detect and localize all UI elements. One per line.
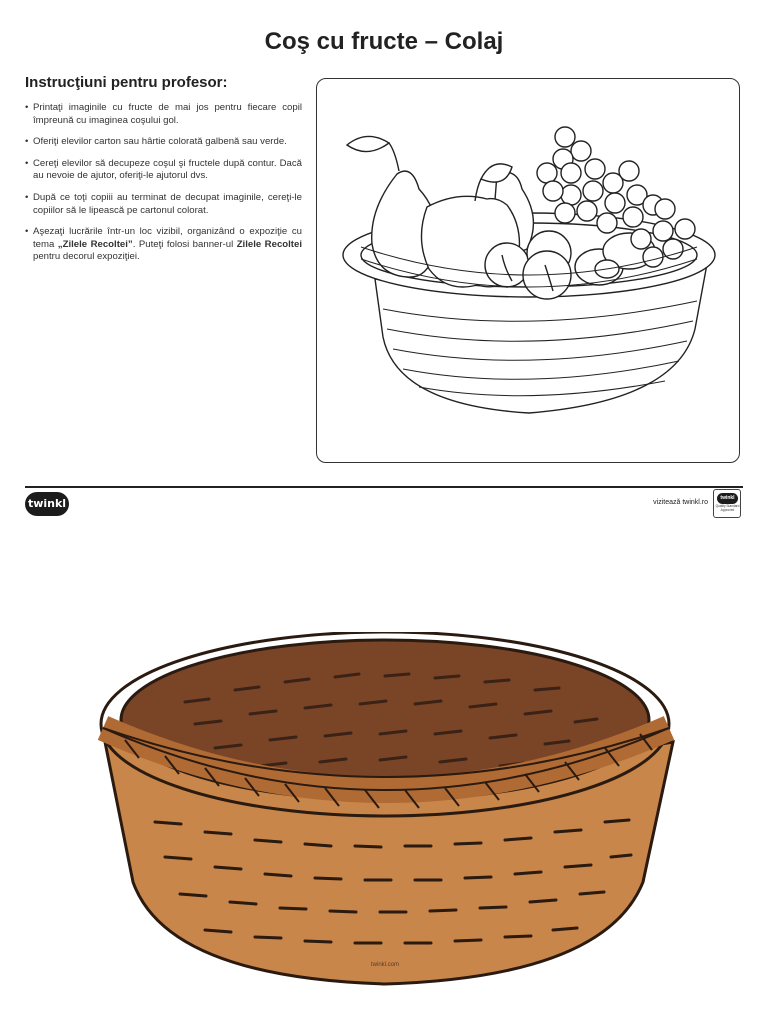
- instruction-item: • Oferiţi elevilor carton sau hârtie colorată galbenă sau verde.: [25, 136, 302, 149]
- badge-text: Quality Standard Approved: [715, 504, 740, 512]
- empty-basket-image: [85, 632, 685, 992]
- twinkl-logo: twinkl: [25, 492, 69, 516]
- instructions-list: [25, 102, 302, 264]
- fruit-basket-line-drawing: [317, 79, 741, 464]
- basket-watermark: twinkl.com: [370, 962, 400, 968]
- badge-logo: twinkl: [717, 493, 738, 504]
- teacher-instructions: [25, 74, 302, 273]
- instruction-item: • Printaţi imaginile cu fructe de mai jos pentru fiecare copil împreună cu imaginea coşului gol.: [25, 102, 302, 127]
- page-title: Coş cu fructe – Colaj: [264, 28, 504, 55]
- instruction-item: • Cereţi elevilor să decupeze coşul şi fructele după contur. Dacă au nevoie de ajutor, oferiţi-le ajutorul dvs.: [25, 158, 302, 183]
- quality-badge-icon: [713, 489, 741, 518]
- instruction-item: • Aşezaţi lucrările într-un loc vizibil, organizând o expoziţie cu tema „Zilele Recoltei”. Puteţi folosi banner-ul Zilele Recoltei pentru decorul expoziţiei.: [25, 226, 302, 264]
- fruit-basket-example-frame: [316, 78, 740, 463]
- instruction-item: • După ce toţi copiii au terminat de decupat imaginile, cereţi-le copiilor să le lipească pe cartonul colorat.: [25, 192, 302, 217]
- visit-link-text: vizitează twinkl.ro: [653, 499, 708, 506]
- section-divider: [25, 486, 743, 488]
- instructions-heading: Instrucţiuni pentru profesor:: [25, 74, 228, 91]
